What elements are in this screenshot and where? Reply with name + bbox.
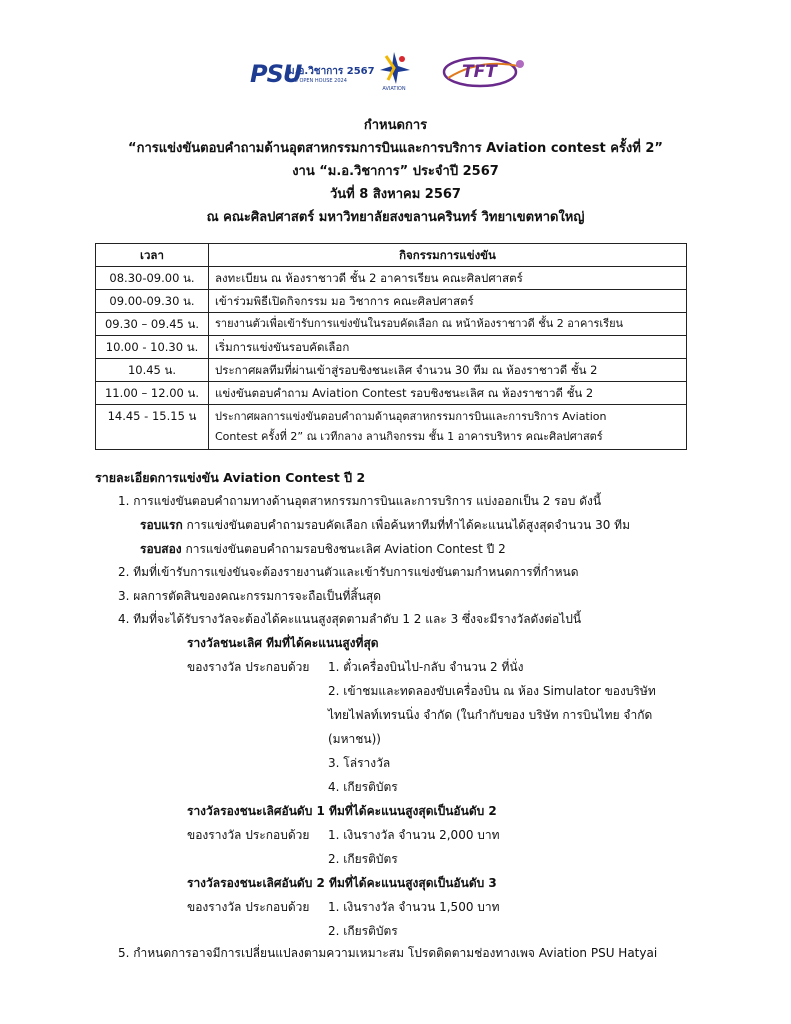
row-activity: รายงานตัวเพื่อเข้ารับการแข่งขันในรอบคัดเลือก ณ หน้าห้องราชาวดี ชั้น 2 อาคารเรียน (209, 313, 687, 336)
tft-logo (440, 54, 526, 90)
table-header-time: เวลา (96, 244, 209, 267)
table-row (96, 336, 687, 359)
table-row (96, 382, 687, 405)
prize-2-item: 2. เกียรติบัตร (328, 852, 398, 866)
round-2-text: การแข่งขันตอบคำถามรอบชิงชนะเลิศ Aviation Contest ปี 2 (181, 542, 506, 556)
schedule-heading: กำหนดการ (363, 118, 428, 133)
psu-open-house-sub: PSU OPEN HOUSE 2024 (288, 78, 347, 84)
aviation-logo (376, 50, 412, 98)
row-activity-line-2: Contest ครั้งที่ 2” ณ เวทีกลาง ลานกิจกรรม ชั้น 1 อาคารบริหาร คณะศิลปศาสตร์ (215, 430, 603, 443)
table-row (96, 405, 687, 450)
prize-1-item: ไทยไฟลท์เทรนนิ่ง จำกัด (ในกำกับของ บริษัท การบินไทย จำกัด (328, 708, 653, 722)
detail-item-4: 4. ทีมที่จะได้รับรางวัลจะต้องได้คะแนนสูงสุดตามลำดับ 1 2 และ 3 ซึ่งจะมีรางวัลดังต่อไปนี้ (118, 612, 582, 626)
round-2-label: รอบสอง (140, 542, 182, 556)
row-time: 10.45 น. (96, 359, 209, 382)
event-venue: ณ คณะศิลปศาสตร์ มหาวิทยาลัยสงขลานครินทร์ วิทยาเขตหาดใหญ่ (206, 210, 585, 225)
detail-item-1: 1. การแข่งขันตอบคำถามทางด้านอุตสาหกรรมการบินและการบริการ แบ่งออกเป็น 2 รอบ ดังนี้ (118, 494, 602, 508)
row-time: 11.00 – 12.00 น. (96, 382, 209, 405)
prize-2-item: 1. เงินรางวัล จำนวน 2,000 บาท (328, 828, 500, 842)
table-row (96, 313, 687, 336)
detail-item-2: 2. ทีมที่เข้ารับการแข่งขันจะต้องรายงานตัวและเข้ารับการแข่งขันตามกำหนดการที่กำหนด (118, 565, 579, 579)
row-time: 08.30-09.00 น. (96, 267, 209, 290)
event-title: “การแข่งขันตอบคำถามด้านอุตสาหกรรมการบินและการบริการ Aviation contest ครั้งที่ 2” (128, 141, 663, 156)
prize-3-item: 2. เกียรติบัตร (328, 924, 398, 938)
prize-1-item: (มหาชน)) (328, 732, 381, 746)
psu-logo-text: PSU (250, 60, 302, 88)
psu-logo (250, 60, 375, 92)
detail-item-5: 5. กำหนดการอาจมีการเปลี่ยนแปลงตามความเหมาะสม โปรดติดตามช่องทางเพจ Aviation PSU Hatyai (118, 946, 658, 960)
table-row (96, 267, 687, 290)
psu-open-house-text: ม.อ.วิชาการ 2567 (288, 66, 375, 77)
row-time: 14.45 - 15.15 น (96, 405, 209, 450)
event-program: งาน “ม.อ.วิชาการ” ประจำปี 2567 (292, 164, 499, 179)
round-2-line (140, 541, 506, 557)
table-row (96, 290, 687, 313)
row-activity (209, 405, 687, 450)
table-row (96, 359, 687, 382)
row-time: 09.30 – 09.45 น. (96, 313, 209, 336)
round-1-label: รอบแรก (140, 518, 183, 532)
prize-1-label: ของรางวัล ประกอบด้วย (187, 660, 310, 674)
row-time: 09.00-09.30 น. (96, 290, 209, 313)
row-activity: เริ่มการแข่งขันรอบคัดเลือก (209, 336, 687, 359)
details-title: รายละเอียดการแข่งขัน Aviation Contest ปี 2 (95, 470, 366, 485)
round-1-line (140, 517, 630, 533)
detail-item-3: 3. ผลการตัดสินของคณะกรรมการจะถือเป็นที่สิ้นสุด (118, 589, 382, 603)
prize-1-item: 1. ตั๋วเครื่องบินไป-กลับ จำนวน 2 ที่นั่ง (328, 660, 524, 674)
prize-1-item: 4. เกียรติบัตร (328, 780, 398, 794)
table-header-row (96, 244, 687, 267)
row-activity: แข่งขันตอบคำถาม Aviation Contest รอบชิงชนะเลิศ ณ ห้องราชาวดี ชั้น 2 (209, 382, 687, 405)
prize-1-title: รางวัลชนะเลิศ ทีมที่ได้คะแนนสูงที่สุด (187, 636, 379, 650)
prize-2-title: รางวัลรองชนะเลิศอันดับ 1 ทีมที่ได้คะแนนสูงสุดเป็นอันดับ 2 (187, 804, 497, 818)
row-activity: เข้าร่วมพิธีเปิดกิจกรรม มอ วิชาการ คณะศิลปศาสตร์ (209, 290, 687, 313)
prize-3-label: ของรางวัล ประกอบด้วย (187, 900, 310, 914)
round-1-text: การแข่งขันตอบคำถามรอบคัดเลือก เพื่อค้นหาทีมที่ทำได้คะแนนได้สูงสุดจำนวน 30 ทีม (182, 518, 630, 532)
prize-2-label: ของรางวัล ประกอบด้วย (187, 828, 310, 842)
row-activity: ประกาศผลทีมที่ผ่านเข้าสู่รอบชิงชนะเลิศ จำนวน 30 ทีม ณ ห้องราชาวดี ชั้น 2 (209, 359, 687, 382)
row-time: 10.00 - 10.30 น. (96, 336, 209, 359)
aviation-logo-text: AVIATION (382, 86, 406, 92)
tft-logo-text: TFT (462, 62, 497, 82)
event-date: วันที่ 8 สิงหาคม 2567 (330, 187, 461, 202)
prize-3-item: 1. เงินรางวัล จำนวน 1,500 บาท (328, 900, 500, 914)
schedule-table (95, 243, 687, 450)
prize-1-item: 2. เข้าชมและทดลองขับเครื่องบิน ณ ห้อง Simulator ของบริษัท (328, 684, 656, 698)
logo-row (250, 48, 550, 98)
aviation-plane-icon (376, 50, 412, 86)
prize-1-item: 3. โล่รางวัล (328, 756, 391, 770)
prize-3-title: รางวัลรองชนะเลิศอันดับ 2 ทีมที่ได้คะแนนสูงสุดเป็นอันดับ 3 (187, 876, 497, 890)
table-header-activity: กิจกรรมการแข่งขัน (209, 244, 687, 267)
row-activity: ลงทะเบียน ณ ห้องราชาวดี ชั้น 2 อาคารเรียน คณะศิลปศาสตร์ (209, 267, 687, 290)
row-activity-line-1: ประกาศผลการแข่งขันตอบคำถามด้านอุตสาหกรรมการบินและการบริการ Aviation (215, 410, 607, 423)
